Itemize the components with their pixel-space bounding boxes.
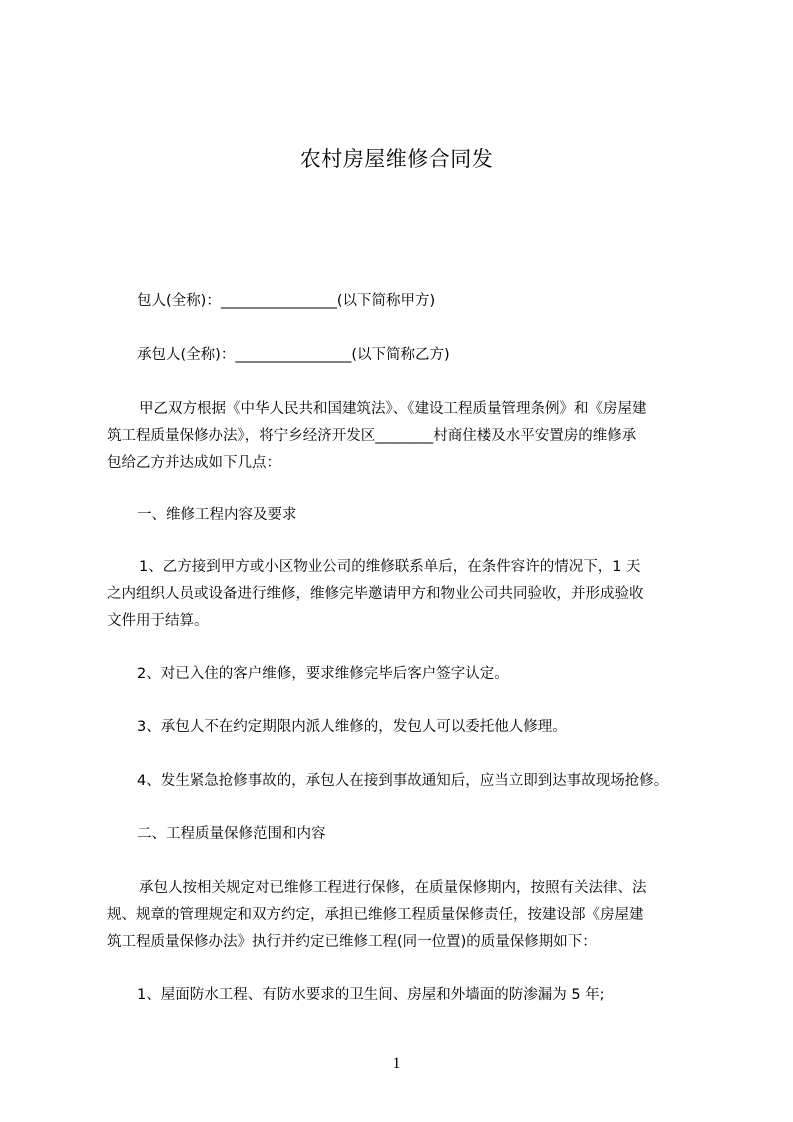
item-4: 4、发生紧急抢修事故的，承包人在接到事故通知后，应当立即到达事故现场抢修。 (137, 773, 669, 789)
intro-line-3: 包给乙方并达成如下几点： (107, 455, 281, 471)
document-title: 农村房屋维修合同发 (299, 147, 494, 171)
party-a-line: 包人(全称)：________________(以下简称甲方) (137, 293, 436, 309)
section-2-para-line-3: 筑工程质量保修办法》执行并约定已维修工程(同一位置)的质量保修期如下： (107, 934, 597, 950)
intro-line-1: 甲乙双方根据《中华人民共和国建筑法》、《建设工程质量管理条例》和《房屋建 (139, 401, 647, 417)
section-2-para-line-1: 承包人按相关规定对已维修工程进行保修，在质量保修期内，按照有关法律、法 (139, 880, 647, 896)
section-1-heading: 一、维修工程内容及要求 (137, 507, 297, 523)
intro-line-2: 筑工程质量保修办法》，将宁乡经济开发区________村商住楼及水平安置房的维修承 (107, 428, 637, 444)
item-3: 3、承包人不在约定期限内派人维修的，发包人可以委托他人修理。 (137, 719, 567, 735)
item-1-line-3: 文件用于结算。 (107, 613, 209, 629)
party-b-line: 承包人(全称)：________________(以下简称乙方) (137, 347, 450, 363)
section-2-heading: 二、工程质量保修范围和内容 (137, 826, 326, 842)
item-2: 2、对已入住的客户维修，要求维修完毕后客户签字认定。 (137, 666, 509, 682)
section-2-item-1: 1、屋面防水工程、有防水要求的卫生间、房屋和外墙面的防渗漏为 5 年; (137, 987, 605, 1003)
section-2-para-line-2: 规、规章的管理规定和双方约定，承担已维修工程质量保修责任，按建设部《房屋建 (107, 907, 644, 923)
item-1-line-1: 1、乙方接到甲方或小区物业公司的维修联系单后，在条件容许的情况下，1 天 (139, 559, 641, 575)
page-number: 1 (392, 1055, 401, 1072)
item-1-line-2: 之内组织人员或设备进行维修，维修完毕邀请甲方和物业公司共同验收，并形成验收 (107, 586, 644, 602)
